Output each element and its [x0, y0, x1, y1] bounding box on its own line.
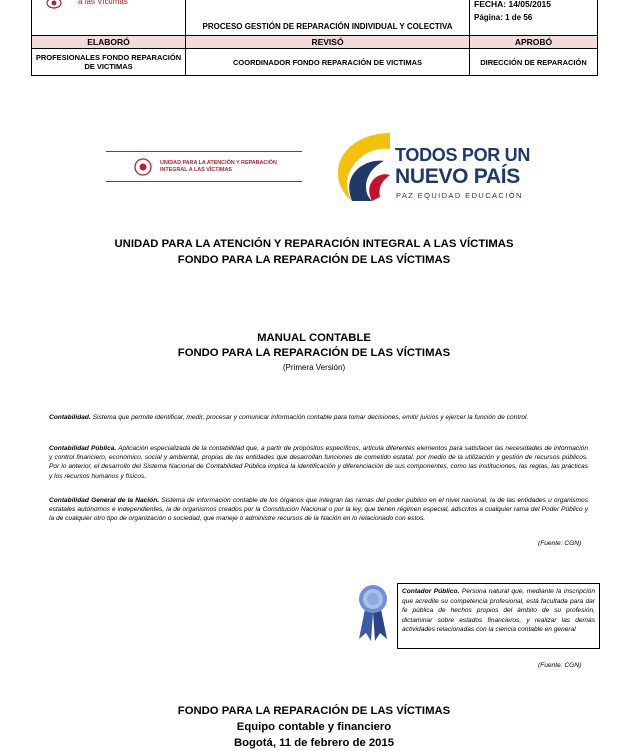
- title-line-2: FONDO PARA LA REPARACIÓN DE LAS VÍCTIMAS: [177, 254, 451, 266]
- definition-contabilidad: [49, 413, 588, 422]
- definition-term: Contabilidad General de la Nación.: [49, 497, 160, 504]
- definition-text: Persona natural que, mediante la inscripción que acredite su competencia profesional, está facultada para dar fe pública de hechos propios del ámbito de su profesión, dictaminar sobre estados financieros, y realizar las demás actividades relacionadas con la ciencia contable en general: [402, 588, 595, 634]
- definition-term: Contador Público.: [402, 588, 460, 595]
- definition-contabilidad-general: [49, 496, 588, 524]
- aprobo-value: DIRECCIÓN DE REPARACIÓN: [470, 49, 598, 76]
- source-citation: (Fuente: CGN): [538, 662, 582, 669]
- definition-term: Contabilidad Pública.: [49, 445, 117, 452]
- coat-of-arms-icon: [133, 157, 153, 177]
- document-date: FECHA: 14/05/2015: [474, 0, 552, 9]
- manual-line-2: FONDO PARA LA REPARACIÓN DE LAS VÍCTIMAS: [177, 347, 451, 359]
- coat-of-arms-icon: [44, 0, 64, 13]
- elaboro-label: ELABORÓ: [32, 36, 186, 49]
- elaboro-value: PROFESIONALES FONDO REPARACIÓN DE VICTIMAS: [32, 49, 186, 76]
- page-number: Página: 1 de 56: [474, 13, 533, 22]
- aprobo-label: APROBÓ: [470, 36, 598, 49]
- slogan-line-3: PAZ EQUIDAD EDUCACIÓN: [396, 191, 523, 200]
- slogan-line-1: TODOS POR UN: [395, 145, 531, 165]
- footer-line-2: Equipo contable y financiero: [236, 721, 392, 733]
- title-line-1: UNIDAD PARA LA ATENCIÓN Y REPARACIÓN INTEGRAL A LAS VÍCTIMAS: [114, 238, 514, 250]
- banner-rule-bottom: [106, 181, 302, 182]
- definition-text: Aplicación especializada de la contabilidad que, a partir de propósitos específicos, articula diferentes elementos para satisfacer las necesidades de información y control financiero, económico, social y ambiental, propias de las entidades que desarrollan funciones de cometido estatal, por medio de la utilización y gestión de recursos públicos. Por lo anterior, el desarrollo del Sistema Nacional de Contabilidad Pública implica la identificación y diferenciación de sus componentes, como las instituciones, las reglas, las prácticas y los recursos humanos y físicos.: [49, 445, 588, 480]
- banner-rule-top: [106, 151, 302, 152]
- header-logo-cell: [32, 0, 186, 36]
- slogan-line-2: NUEVO PAÍS: [395, 165, 520, 188]
- contador-definition-box: [397, 583, 600, 649]
- definition-term: Contabilidad.: [49, 414, 91, 421]
- manual-line-1: MANUAL CONTABLE: [257, 332, 371, 344]
- national-tricolor-logo-icon: [332, 127, 392, 207]
- reviso-label: REVISÓ: [186, 36, 470, 49]
- footer-line-3: Bogotá, 11 de febrero de 2015: [233, 737, 395, 749]
- footer-line-1: FONDO PARA LA REPARACIÓN DE LAS VÍCTIMAS: [177, 705, 451, 717]
- footer-block: [0, 703, 628, 751]
- reviso-value: COORDINADOR FONDO REPARACIÓN DE VICTIMAS: [186, 49, 470, 76]
- manual-heading: [0, 331, 628, 361]
- process-name: PROCESO GESTIÓN DE REPARACIÓN INDIVIDUAL Y COLECTIVA: [186, 0, 470, 36]
- definition-text: Sistema de información contable de los órganos que integran las ramas del poder público en el nivel nacional, la de las entidades u organismos estatales autónomos e independientes, la de organismos creados por la Constitución Nacional o por la ley, que tienen régimen especial, adscritos a cualquier rama del Poder Público y la de cualquier otro tipo de organización o sociedad, que maneje o administre recursos de la Nación en lo relacionado con estos.: [49, 497, 588, 523]
- source-citation: (Fuente: CGN): [538, 540, 582, 547]
- award-ribbon-icon: [355, 583, 391, 643]
- manual-version: (Primera Versión): [282, 363, 346, 372]
- document-header-table: [31, 0, 598, 76]
- banner-unit-name: UNIDAD PARA LA ATENCIÓN Y REPARACIÓN INTEGRAL A LAS VÍCTIMAS: [160, 160, 277, 173]
- logo-text: a las Víctimas: [78, 0, 128, 6]
- definition-contabilidad-publica: [49, 444, 588, 481]
- date-page-cell: [470, 0, 598, 36]
- page-title: [0, 236, 628, 268]
- definition-text: Sistema que permite identificar, medir, procesar y comunicar información contable para tomar decisiones, emitir juicios y ejercer la función de control.: [90, 414, 529, 421]
